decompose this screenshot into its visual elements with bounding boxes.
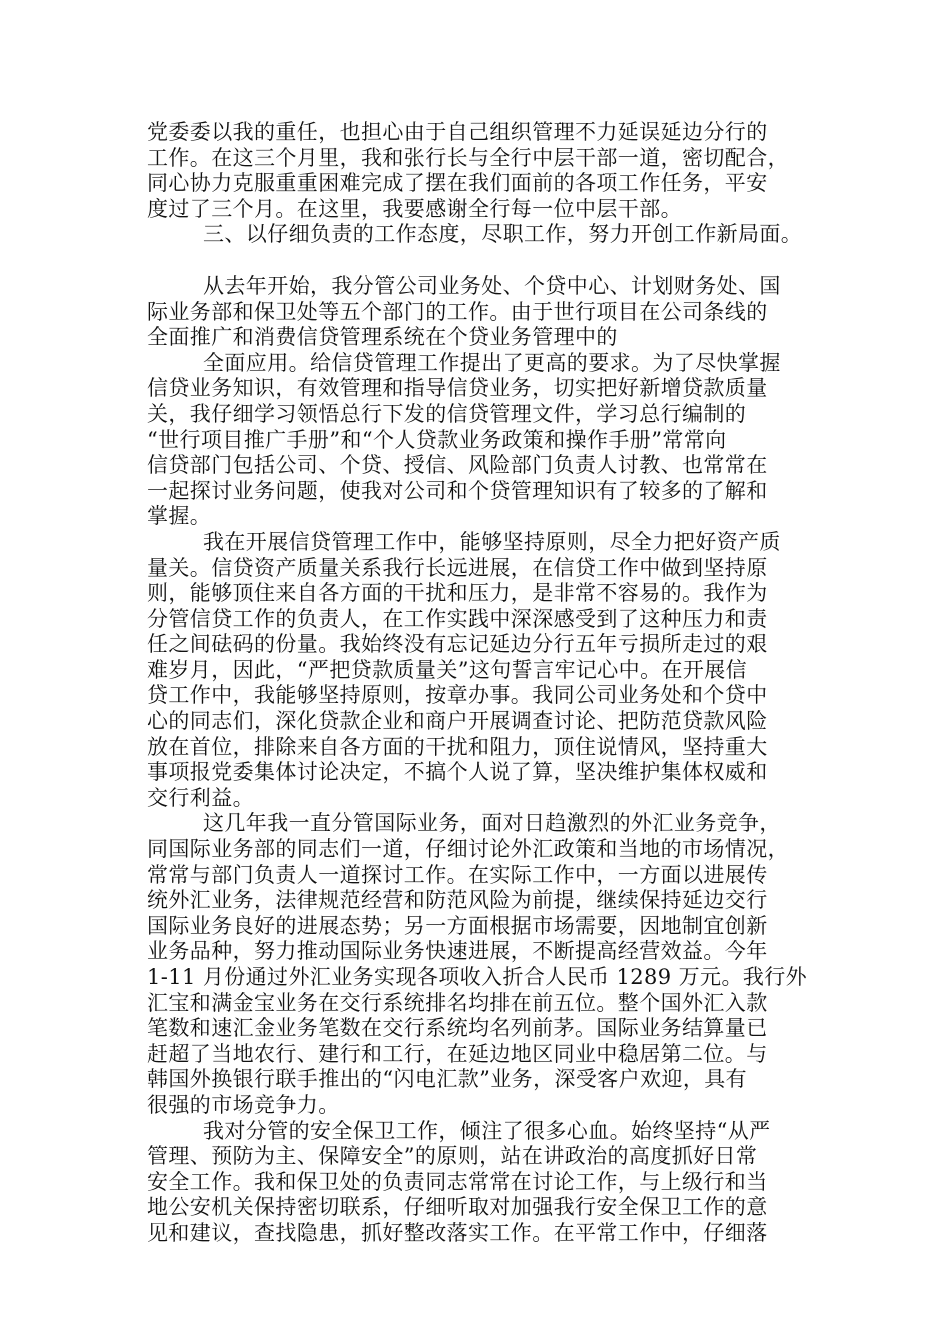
text-line: 很强的市场竞争力。 (147, 1092, 340, 1117)
text-line: 从去年开始，我分管公司业务处、个贷中心、计划财务处、国 (203, 273, 781, 298)
text-line: 信贷部门包括公司、个贷、授信、风险部门负责人讨教、也常常在 (147, 453, 768, 478)
section-heading-text: 三、以仔细负责的工作态度，尽职工作，努力开创工作新局面。 (203, 222, 803, 247)
text-line: 安全工作。我和保卫处的负责同志常常在讨论工作，与上级行和当 (147, 1169, 768, 1194)
text-line: 际业务部和保卫处等五个部门的工作。由于世行项目在公司条线的 (147, 299, 768, 324)
text-line: 关，我仔细学习领悟总行下发的信贷管理文件，学习总行编制的 (147, 401, 747, 426)
text-line: 笔数和速汇金业务笔数在交行系统均名列前茅。国际业务结算量已 (147, 1016, 768, 1041)
text-line: 同国际业务部的同志们一道，仔细讨论外汇政策和当地的市场情况， (147, 837, 789, 862)
text-line: 贷工作中，我能够坚持原则，按章办事。我同公司业务处和个贷中 (147, 683, 768, 708)
text-line: 心的同志们，深化贷款企业和商户开展调查讨论、把防范贷款风险 (147, 709, 768, 734)
text-line: 全面推广和消费信贷管理系统在个贷业务管理中的 (147, 325, 618, 350)
text-line: 业务品种，努力推动国际业务快速进展，不断提高经营效益。今年 (147, 939, 768, 964)
text-line: 1-11 月份通过外汇业务实现各项收入折合人民币 1289 万元。我行外 (147, 965, 808, 989)
text-line: 事项报党委集体讨论决定，不搞个人说了算，坚决维护集体权威和 (147, 760, 768, 785)
text-line: 见和建议，查找隐患，抓好整改落实工作。在平常工作中，仔细落 (147, 1220, 768, 1245)
text-line: 放在首位，排除来自各方面的干扰和阻力，顶住说情风，坚持重大 (147, 734, 768, 759)
text-line: 难岁月，因此，“严把贷款质量关”这句誓言牢记心中。在开展信 (147, 657, 748, 682)
section-heading (147, 222, 827, 248)
text-line: 韩国外换银行联手推出的“闪电汇款”业务，深受客户欢迎，具有 (147, 1067, 748, 1092)
text-line: 信贷业务知识，有效管理和指导信贷业务，切实把好新增贷款质量 (147, 376, 768, 401)
text-line: 分管信贷工作的负责人，在工作实践中深深感受到了这种压力和责 (147, 606, 768, 631)
text-line: 度过了三个月。在这里，我要感谢全行每一位中层干部。 (147, 196, 682, 221)
paragraph-continuation (147, 120, 827, 222)
paragraph-security (147, 1119, 827, 1247)
text-line: 统外汇业务，法律规范经营和防范风险为前提，继续保持延边交行 (147, 888, 768, 913)
text-line: 掌握。 (147, 504, 212, 529)
text-line: 工作。在这三个月里，我和张行长与全行中层干部一道，密切配合， (147, 145, 789, 170)
paragraph-responsibilities (147, 274, 827, 351)
text-line: 我在开展信贷管理工作中，能够坚持原则，尽全力把好资产质 (203, 529, 781, 554)
text-line: 任之间砝码的份量。我始终没有忘记延边分行五年亏损所走过的艰 (147, 632, 768, 657)
paragraph-international-business (147, 811, 827, 1118)
text-line: 同心协力克服重重困难完成了摆在我们面前的各项工作任务，平安 (147, 171, 768, 196)
paragraph-credit-quality (147, 530, 827, 812)
text-line: 汇宝和满金宝业务在交行系统排名均排在前五位。整个国外汇入款 (147, 990, 768, 1015)
text-line: 地公安机关保持密切联系，仔细听取对加强我行安全保卫工作的意 (147, 1195, 768, 1220)
text-line: 则，能够顶住来自各方面的干扰和压力，是非常不容易的。我作为 (147, 581, 768, 606)
blank-line (147, 248, 827, 274)
text-line: 一起探讨业务问题，使我对公司和个贷管理知识有了较多的了解和 (147, 478, 768, 503)
text-line: 党委委以我的重任，也担心由于自己组织管理不力延误延边分行的 (147, 120, 768, 144)
text-line: 管理、预防为主、保障安全”的原则，站在讲政治的高度抓好日常 (147, 1144, 758, 1169)
text-line: 国际业务良好的进展态势；另一方面根据市场需要，因地制宜创新 (147, 913, 768, 938)
text-line: 量关。信贷资产质量关系我行长远进展，在信贷工作中做到坚持原 (147, 555, 768, 580)
text-line: 交行利益。 (147, 785, 254, 810)
text-line: “世行项目推广手册”和“个人贷款业务政策和操作手册”常常向 (147, 427, 727, 452)
text-line: 常常与部门负责人一道探讨工作。在实际工作中，一方面以进展传 (147, 862, 768, 887)
paragraph-credit-learning (147, 351, 827, 530)
text-line: 这几年我一直分管国际业务，面对日趋激烈的外汇业务竞争， (203, 811, 781, 836)
text-line: 全面应用。给信贷管理工作提出了更高的要求。为了尽快掌握 (203, 350, 781, 375)
text-line: 我对分管的安全保卫工作，倾注了很多心血。始终坚持“从严 (203, 1118, 771, 1143)
text-line: 赶超了当地农行、建行和工行，在延边地区同业中稳居第二位。与 (147, 1041, 768, 1066)
document-page (147, 120, 827, 1247)
